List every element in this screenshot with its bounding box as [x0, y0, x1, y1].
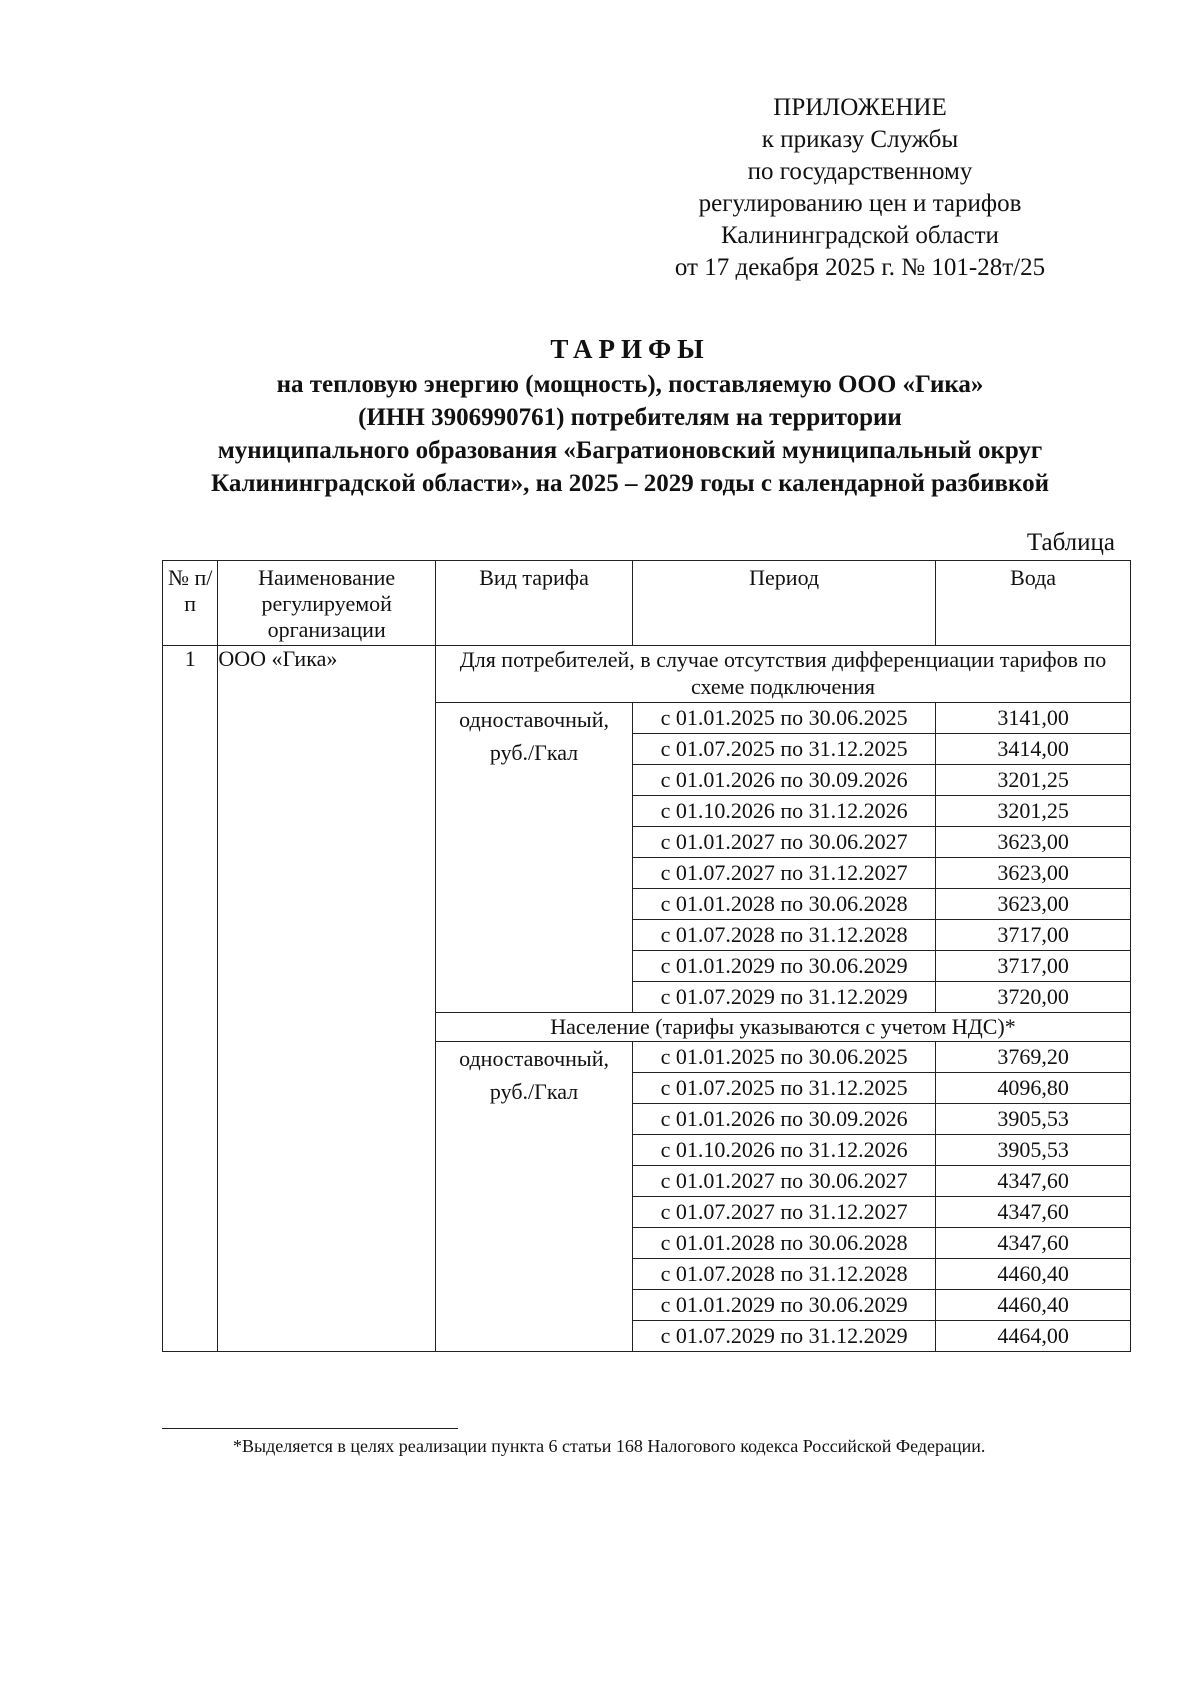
- title-line: муниципального образования «Багратионовский муниципальный округ: [217, 437, 1043, 464]
- water-value: 3623,00: [936, 827, 1131, 858]
- tariff-type: одноставочный, руб./Гкал: [435, 703, 632, 1013]
- section-title: Для потребителей, в случае отсутствия дифференциации тарифов по схеме подключения: [435, 646, 1130, 703]
- footnote: *Выделяется в целях реализации пункта 6 статьи 168 Налогового кодекса Российской Федерации.: [233, 1436, 986, 1456]
- water-value: 4347,60: [936, 1197, 1131, 1228]
- period-cell: с 01.01.2026 по 30.09.2026: [633, 765, 936, 796]
- table-body: [163, 646, 1131, 1352]
- water-value: 3717,00: [936, 920, 1131, 951]
- header-period: Период: [633, 561, 936, 646]
- water-value: 3905,53: [936, 1135, 1131, 1166]
- period-cell: с 01.01.2025 по 30.06.2025: [633, 1042, 936, 1073]
- period-cell: с 01.07.2027 по 31.12.2027: [633, 1197, 936, 1228]
- period-cell: с 01.10.2026 по 31.12.2026: [633, 1135, 936, 1166]
- title-main: ТАРИФЫ: [550, 334, 710, 364]
- header-name: Наименование регулируемой организации: [218, 561, 436, 646]
- period-cell: с 01.07.2027 по 31.12.2027: [633, 858, 936, 889]
- water-value: 4460,40: [936, 1290, 1131, 1321]
- appendix-line: к приказу Службы: [761, 126, 959, 153]
- period-cell: с 01.10.2026 по 31.12.2026: [633, 796, 936, 827]
- period-cell: с 01.01.2027 по 30.06.2027: [633, 827, 936, 858]
- title-line: (ИНН 3906990761) потребителям на территории: [358, 404, 902, 431]
- row-number: 1: [163, 646, 218, 1352]
- period-cell: с 01.01.2029 по 30.06.2029: [633, 1290, 936, 1321]
- water-value: 4347,60: [936, 1166, 1131, 1197]
- period-cell: с 01.07.2029 по 31.12.2029: [633, 1321, 936, 1352]
- appendix-line: ПРИЛОЖЕНИЕ: [773, 94, 947, 121]
- period-cell: с 01.07.2028 по 31.12.2028: [633, 920, 936, 951]
- period-cell: с 01.07.2029 по 31.12.2029: [633, 982, 936, 1013]
- footnote-divider: [162, 1428, 458, 1429]
- tariff-type: одноставочный, руб./Гкал: [435, 1042, 632, 1352]
- water-value: 3623,00: [936, 858, 1131, 889]
- water-value: 3905,53: [936, 1104, 1131, 1135]
- water-value: 4347,60: [936, 1228, 1131, 1259]
- appendix-line: от 17 декабря 2025 г. № 101-28т/25: [674, 254, 1046, 281]
- period-cell: с 01.01.2025 по 30.06.2025: [633, 703, 936, 734]
- period-cell: с 01.01.2026 по 30.09.2026: [633, 1104, 936, 1135]
- water-value: 3720,00: [936, 982, 1131, 1013]
- water-value: 4460,40: [936, 1259, 1131, 1290]
- appendix-line: регулированию цен и тарифов: [698, 190, 1022, 217]
- appendix-line: по государственному: [747, 158, 973, 185]
- appendix-header: [600, 92, 1120, 284]
- period-cell: с 01.01.2029 по 30.06.2029: [633, 951, 936, 982]
- header-water: Вода: [936, 561, 1131, 646]
- water-value: 4464,00: [936, 1321, 1131, 1352]
- table-header-row: [163, 561, 1131, 646]
- title-line: на тепловую энергию (мощность), поставляемую ООО «Гика»: [276, 371, 984, 398]
- water-value: 3623,00: [936, 889, 1131, 920]
- header-num: № п/п: [163, 561, 218, 646]
- table-caption: Таблица: [1026, 529, 1115, 556]
- water-value: 3769,20: [936, 1042, 1131, 1073]
- appendix-line: Калининградской области: [721, 222, 999, 249]
- water-value: 3717,00: [936, 951, 1131, 982]
- water-value: 3141,00: [936, 703, 1131, 734]
- period-cell: с 01.07.2028 по 31.12.2028: [633, 1259, 936, 1290]
- period-cell: с 01.01.2027 по 30.06.2027: [633, 1166, 936, 1197]
- organization-name: ООО «Гика»: [218, 646, 436, 1352]
- title-line: Калининградской области», на 2025 – 2029 годы с календарной разбивкой: [211, 470, 1049, 497]
- header-type: Вид тарифа: [435, 561, 632, 646]
- water-value: 3201,25: [936, 796, 1131, 827]
- section-title: Население (тарифы указываются с учетом НДС)*: [435, 1013, 1130, 1042]
- period-cell: с 01.07.2025 по 31.12.2025: [633, 1073, 936, 1104]
- period-cell: с 01.01.2028 по 30.06.2028: [633, 1228, 936, 1259]
- period-cell: с 01.01.2028 по 30.06.2028: [633, 889, 936, 920]
- water-value: 3414,00: [936, 734, 1131, 765]
- document-title: [130, 333, 1130, 500]
- tariffs-table: [162, 560, 1131, 1352]
- section-row: [163, 646, 1131, 703]
- water-value: 4096,80: [936, 1073, 1131, 1104]
- period-cell: с 01.07.2025 по 31.12.2025: [633, 734, 936, 765]
- water-value: 3201,25: [936, 765, 1131, 796]
